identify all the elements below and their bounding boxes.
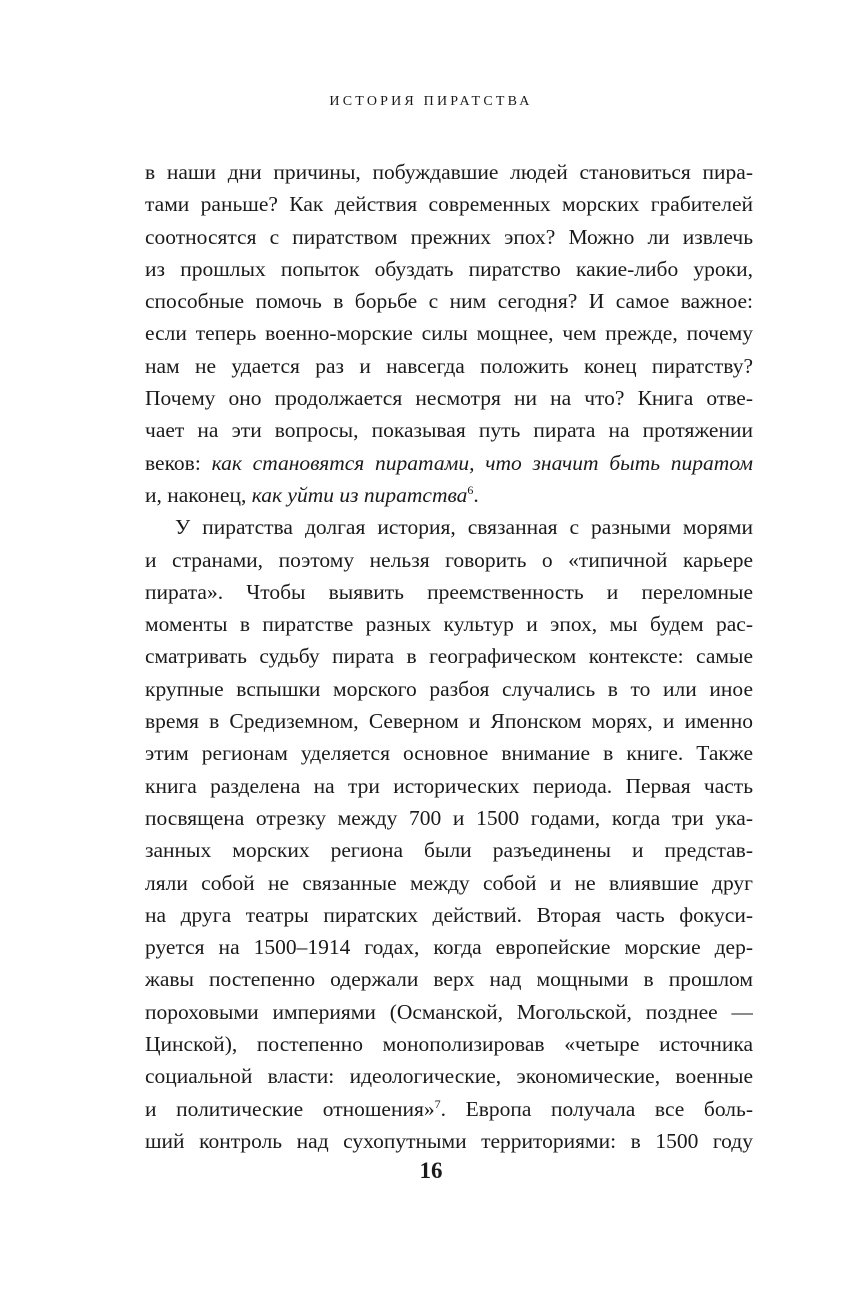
text-line: Цинской), постепенно монополизировав «четыре источника	[145, 1032, 753, 1057]
italic-text: как уйти из пиратства	[251, 482, 468, 507]
text-line: руется на 1500–1914 годах, когда европейские морские дер-	[145, 935, 753, 960]
footnote-marker[interactable]: 7	[434, 1096, 441, 1111]
plain-text: и политические отношения»	[145, 1096, 435, 1121]
page-number: 16	[419, 1158, 443, 1183]
plain-text: . Европа получала все боль-	[440, 1096, 753, 1121]
italic-text: как становятся пиратами, что значит быть пиратом	[211, 450, 753, 475]
running-header: ИСТОРИЯ ПИРАТСТВА	[329, 94, 533, 109]
text-line: ший контроль над сухопутными территориями: в 1500 году	[145, 1128, 753, 1153]
text-line-footnote	[145, 1093, 753, 1125]
plain-text: и, наконец,	[145, 482, 252, 507]
text-line: и странами, поэтому нельзя говорить о «типичной карьере	[145, 547, 753, 572]
text-line: моменты в пиратстве разных культур и эпох, мы будем рас-	[145, 612, 753, 637]
text-line: время в Средиземном, Северном и Японском морях, и именно	[145, 709, 753, 734]
plain-text: веков:	[145, 450, 212, 475]
text-line: У пиратства долгая история, связанная с разными морями	[175, 515, 753, 540]
text-line: социальной власти: идеологические, экономические, военные	[145, 1064, 753, 1089]
text-line: сматривать судьбу пирата в географическом контексте: самые	[145, 644, 753, 669]
text-line-italic-phrase	[145, 447, 753, 479]
text-line: чает на эти вопросы, показывая путь пирата на протяжении	[145, 418, 753, 443]
text-line: ляли собой не связанные между собой и не влиявшие друг	[145, 870, 753, 895]
body-text	[145, 156, 753, 1157]
text-line: на друга театры пиратских действий. Вторая часть фокуси-	[145, 902, 753, 927]
text-line: соотносятся с пиратством прежних эпох? Можно ли извлечь	[145, 224, 753, 249]
plain-text: .	[473, 482, 479, 507]
text-line: занных морских региона были разъединены и представ-	[145, 838, 753, 863]
text-line: этим регионам уделяется основное внимание в книге. Также	[145, 741, 753, 766]
text-line: тами раньше? Как действия современных морских грабителей	[145, 192, 753, 217]
text-line: крупные вспышки морского разбоя случались в то или иное	[145, 676, 753, 701]
text-line: способные помочь в борьбе с ним сегодня? И самое важное:	[145, 289, 753, 314]
text-line: в наши дни причины, побуждавшие людей становиться пира-	[145, 160, 753, 184]
text-line: посвящена отрезку между 700 и 1500 годами, когда три ука-	[145, 805, 753, 830]
text-line: книга разделена на три исторических периода. Первая часть	[145, 773, 753, 798]
text-line: из прошлых попыток обуздать пиратство какие-либо уроки,	[145, 256, 753, 281]
footnote-marker[interactable]: 6	[467, 482, 474, 497]
text-line: Почему оно продолжается несмотря ни на что? Книга отве-	[145, 386, 753, 411]
text-line-paragraph-end	[145, 479, 753, 511]
text-line: нам не удается раз и навсегда положить конец пиратству?	[145, 353, 753, 378]
text-line: если теперь военно-морские силы мощнее, чем прежде, почему	[145, 321, 753, 346]
text-line: пирата». Чтобы выявить преемственность и переломные	[145, 579, 753, 604]
text-line: жавы постепенно одержали верх над мощными в прошлом	[145, 967, 753, 992]
text-line: пороховыми империями (Османской, Могольской, позднее —	[145, 999, 753, 1024]
